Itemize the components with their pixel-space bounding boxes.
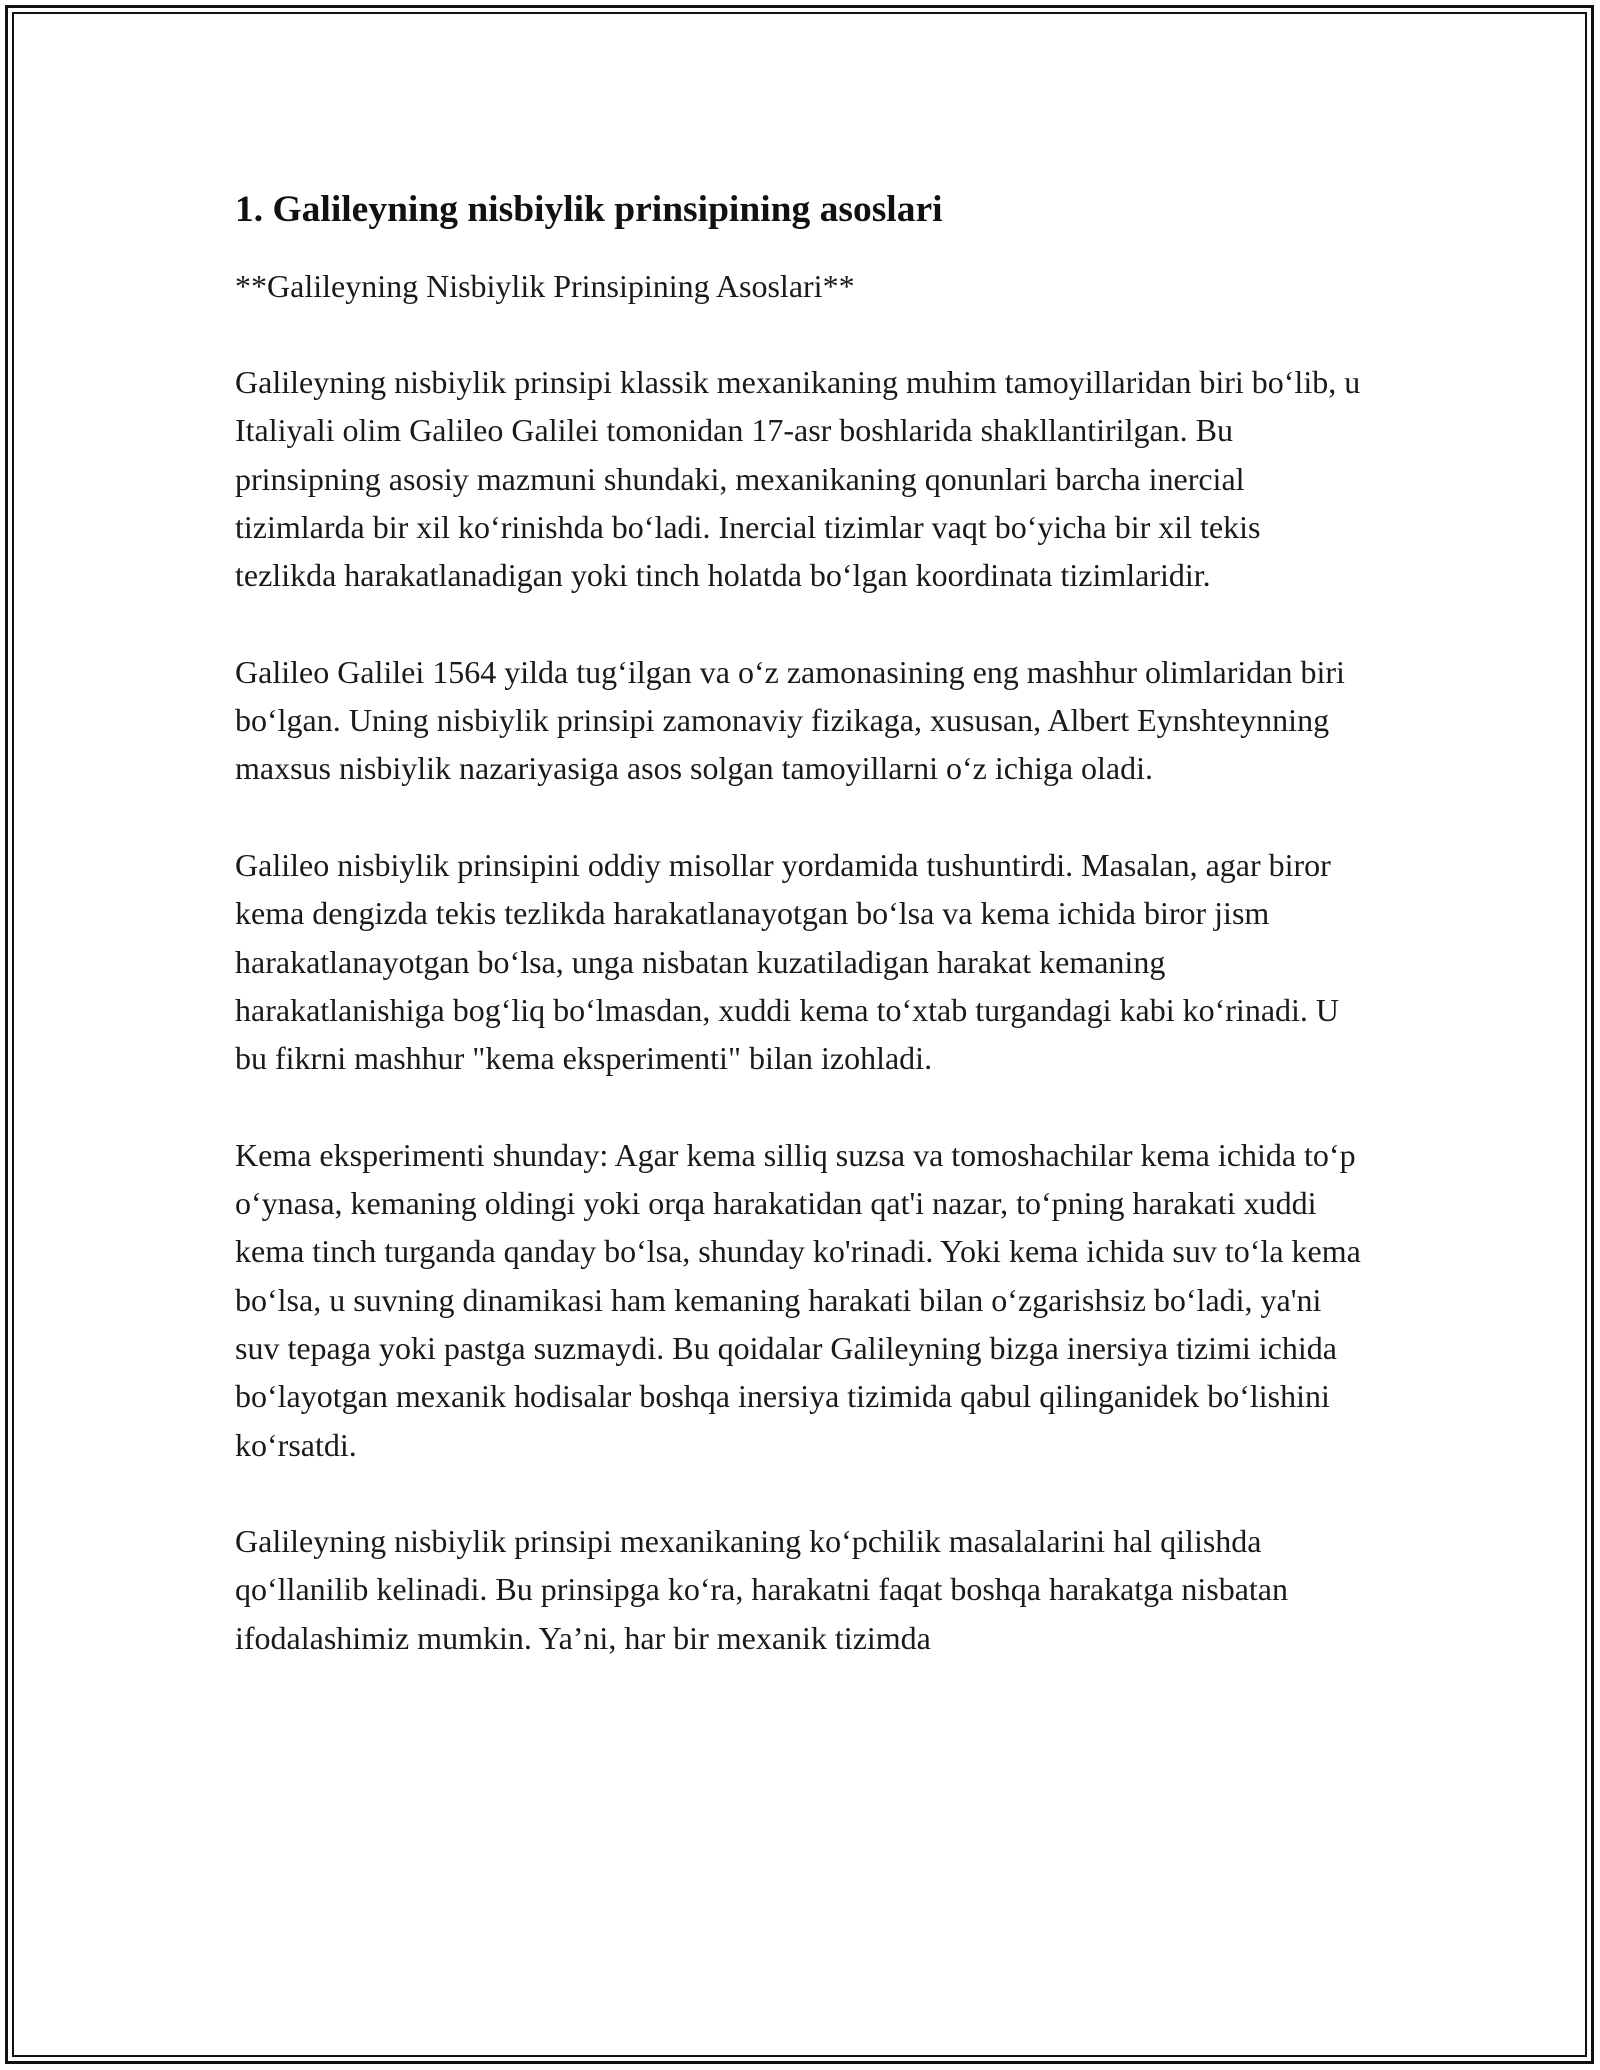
section-heading: 1. Galileyning nisbiylik prinsipining asoslari <box>235 189 943 230</box>
paragraph-4: Kema eksperimenti shunday: Agar kema silliq suzsa va tomoshachilar kema ichida to‘p o‘ynasa, kemaning oldingi yoki orqa harakatidan qat'i nazar, to‘pning harakati xuddi kema tinch turganda qanday bo‘lsa, shunday ko'rinadi. Yoki kema ichida suv to‘la kema bo‘lsa, u suvning dinamikasi ham kemaning harakati bilan o‘zgarishsiz bo‘ladi, ya'ni suv tepaga yoki pastga suzmaydi. Bu qoidalar Galileyning bizga inersiya tizimi ichida bo‘layotgan mexanik hodisalar boshqa inersiya tizimida qabul qilinganidek bo‘lishini ko‘rsatdi. <box>235 1136 1361 1463</box>
paragraph-2: Galileo Galilei 1564 yilda tug‘ilgan va o‘z zamonasining eng mashhur olimlaridan biri bo‘lgan. Uning nisbiylik prinsipi zamonaviy fizikaga, xususan, Albert Eynshteynning maxsus nisbiylik nazariyasiga asos solgan tamoyillarni o‘z ichiga oladi. <box>235 653 1345 787</box>
paragraph-1: Galileyning nisbiylik prinsipi klassik mexanikaning muhim tamoyillaridan biri bo‘lib, u Italiyali olim Galileo Galilei tomonidan 17-asr boshlarida shakllantirilgan. Bu prinsipning asosiy mazmuni shundaki, mexanikaning qonunlari barcha inercial tizimlarda bir xil ko‘rinishda bo‘ladi. Inercial tizimlar vaqt bo‘yicha bir xil tekis tezlikda harakatlanadigan yoki tinch holatda bo‘lgan koordinata tizimlaridir. <box>235 364 1361 594</box>
paragraph-5: Galileyning nisbiylik prinsipi mexanikaning ko‘pchilik masalalarini hal qilishda qo‘llanilib kelinadi. Bu prinsipga ko‘ra, harakatni faqat boshqa harakatga nisbatan ifodalashimiz mumkin. Ya’ni, har bir mexanik tizimda <box>235 1523 1288 1656</box>
document-body <box>235 186 1365 1710</box>
paragraph-3: Galileo nisbiylik prinsipini oddiy misollar yordamida tushuntirdi. Masalan, agar biror kema dengizda tekis tezlikda harakatlanayotgan bo‘lsa va kema ichida biror jism harakatlanayotgan bo‘lsa, unga nisbatan kuzatiladigan harakat kemaning harakatlanishiga bog‘liq bo‘lmasdan, xuddi kema to‘xtab turgandagi kabi ko‘rinadi. U bu fikrni mashhur "kema eksperimenti" bilan izohladi. <box>235 846 1340 1077</box>
section-subtitle: **Galileyning Nisbiylik Prinsipining Asoslari** <box>235 268 855 304</box>
